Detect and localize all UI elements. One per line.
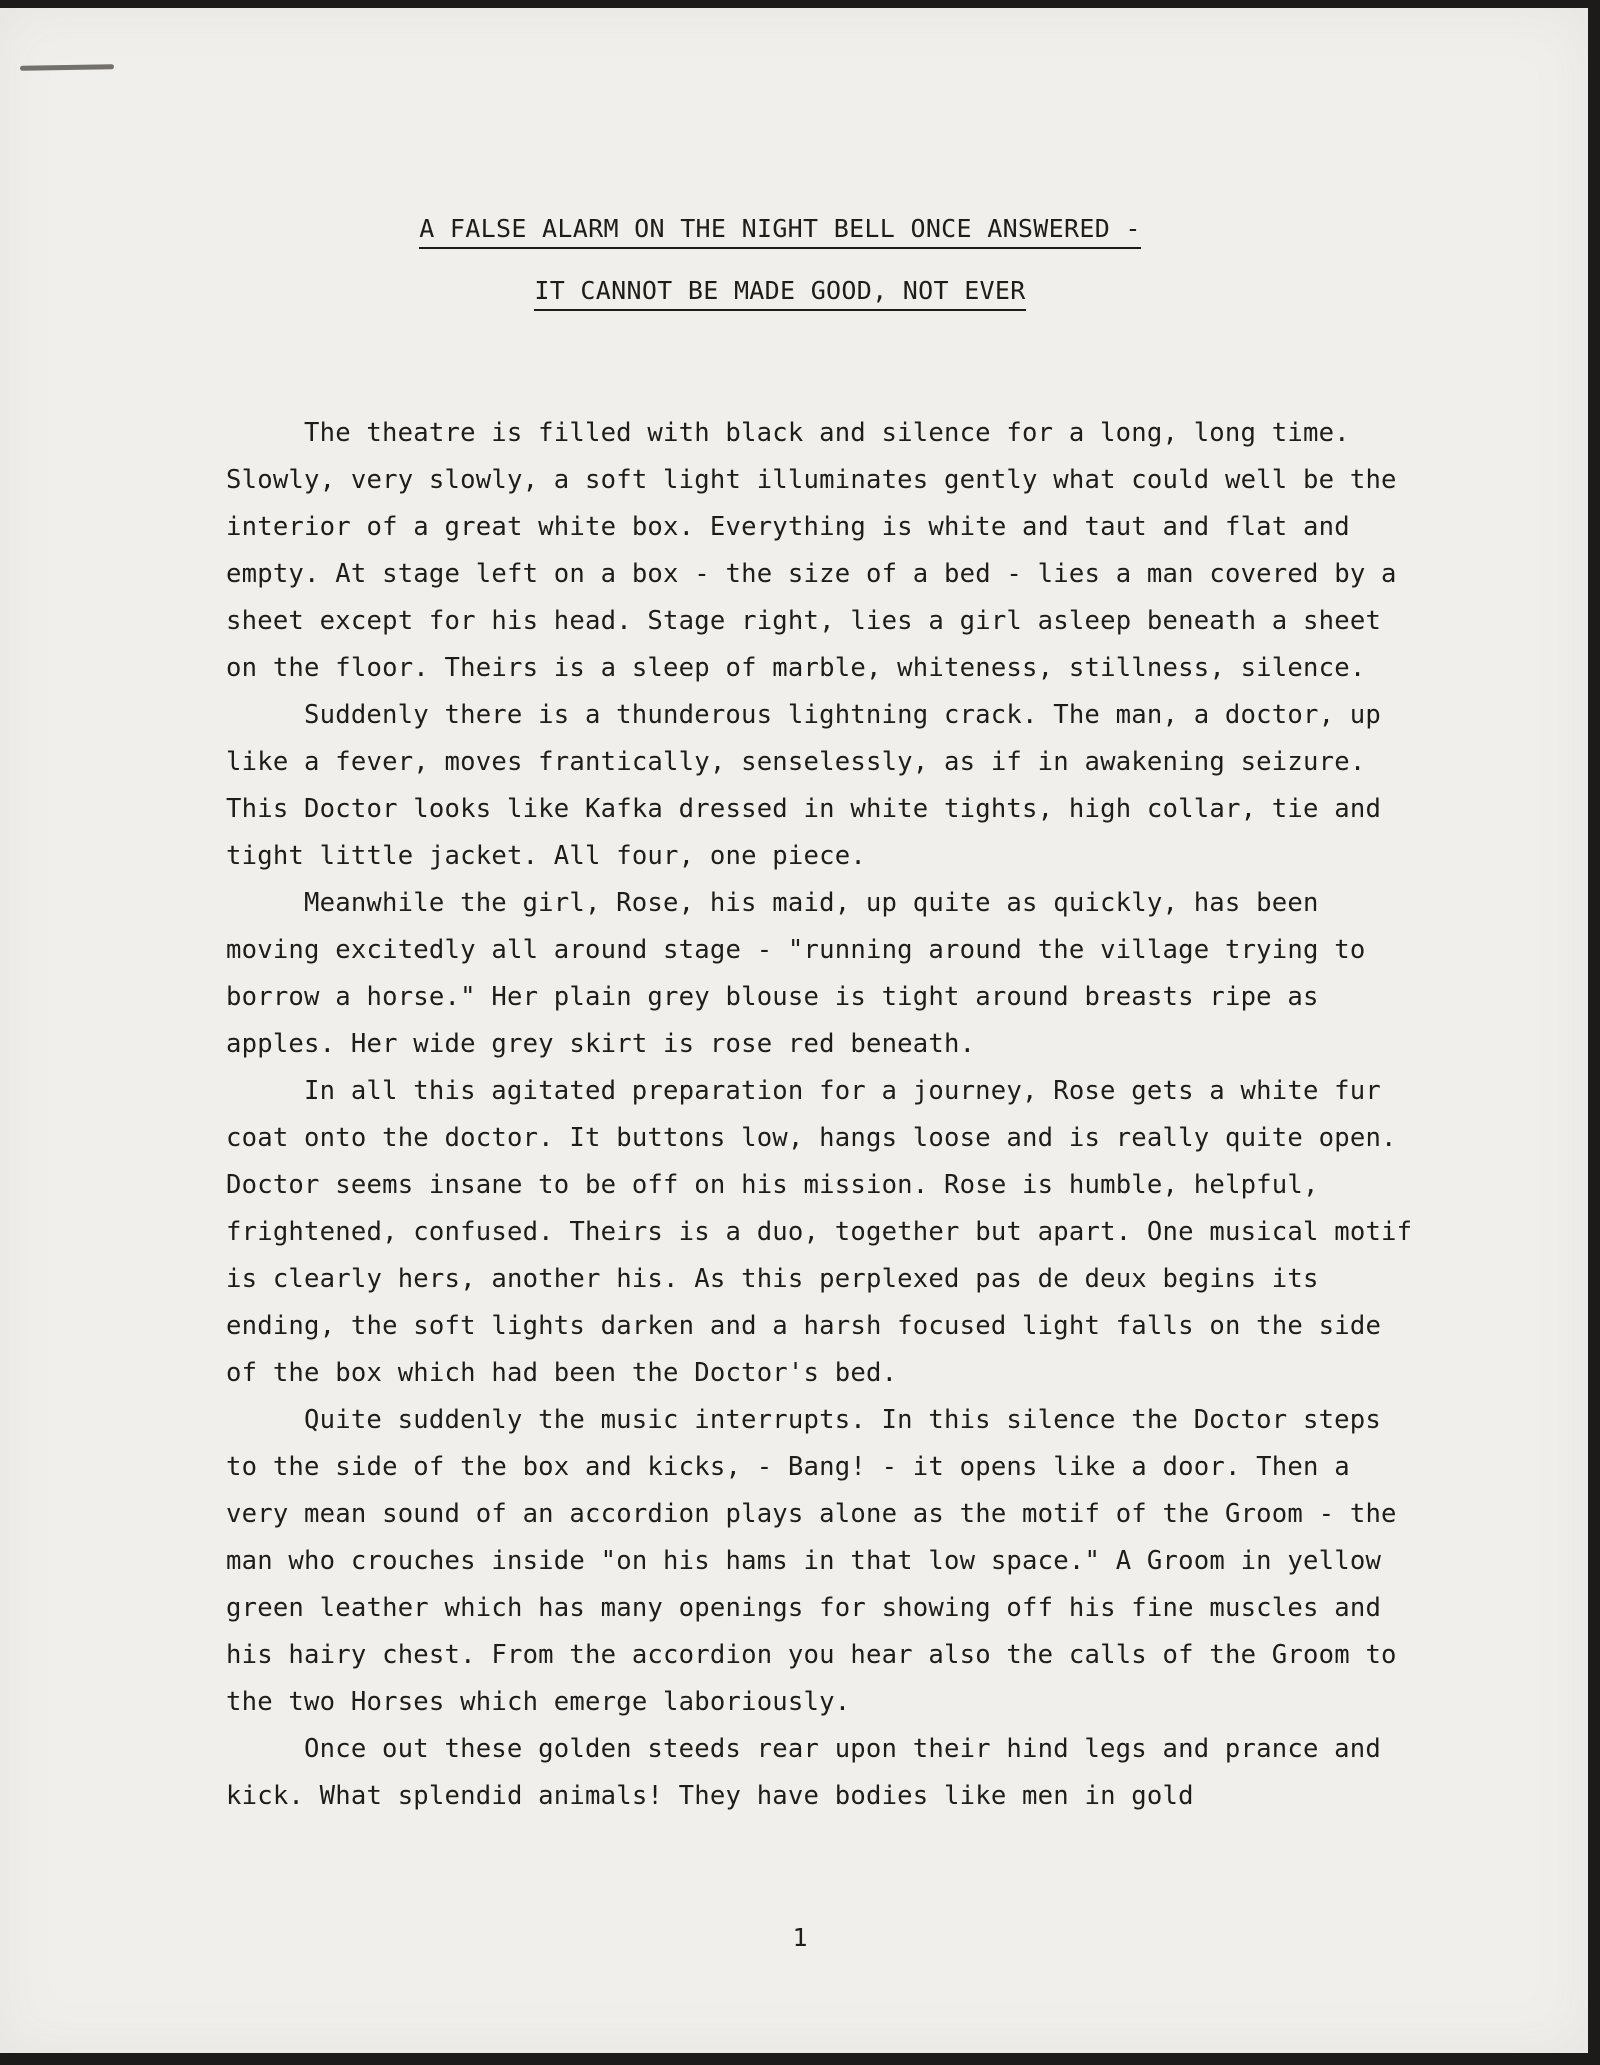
body-text (226, 410, 1426, 1820)
title-line-2 (0, 276, 1560, 305)
paragraph-2: Suddenly there is a thunderous lightning crack. The man, a doctor, up like a fever, moves frantically, senselessly, as if in awakening seizure. This Doctor looks like Kafka dressed in white tights, high collar, tie and tight little jacket. All four, one piece. (226, 700, 1382, 871)
paragraph-4: In all this agitated preparation for a journey, Rose gets a white fur coat onto the doctor. It buttons low, hangs loose and is really quite open. Doctor seems insane to be off on his mission. Rose is humble, helpful, frightened, confused. Theirs is a duo, together but apart. One musical motif is clearly hers, another his. As this perplexed pas de deux begins its ending, the soft lights darken and a harsh focused light falls on the side of the box which had been the Doctor's bed. (226, 1076, 1413, 1388)
staple-mark (20, 64, 114, 71)
title-line-1 (0, 214, 1560, 243)
paragraph-1: The theatre is filled with black and silence for a long, long time. Slowly, very slowly, a soft light illuminates gently what could well be the interior of a great white box. Everything is white and taut and flat and empty. At stage left on a box - the size of a bed - lies a man covered by a sheet except for his head. Stage right, lies a girl asleep beneath a sheet on the floor. Theirs is a sleep of marble, whiteness, stillness, silence. (226, 418, 1397, 683)
title-line-1-text: A FALSE ALARM ON THE NIGHT BELL ONCE ANSWERED - (419, 214, 1141, 249)
title-line-2-text: IT CANNOT BE MADE GOOD, NOT EVER (534, 276, 1025, 311)
paragraph-5: Quite suddenly the music interrupts. In this silence the Doctor steps to the side of the box and kicks, - Bang! - it opens like a door. Then a very mean sound of an accordion plays alone as the motif of the Groom - the man who crouches inside "on his hams in that low space." A Groom in yellow green leather which has many openings for showing off his fine muscles and his hairy chest. From the accordion you hear also the calls of the Groom to the two Horses which emerge laboriously. (226, 1405, 1397, 1717)
page-number: 1 (792, 1923, 808, 1952)
paragraph-6: Once out these golden steeds rear upon their hind legs and prance and kick. What splendid animals! They have bodies like men in gold (226, 1734, 1382, 1811)
document-page (0, 8, 1588, 2053)
paragraph-3: Meanwhile the girl, Rose, his maid, up quite as quickly, has been moving excitedly all around stage - "running around the village trying to borrow a horse." Her plain grey blouse is tight around breasts ripe as apples. Her wide grey skirt is rose red beneath. (226, 888, 1366, 1059)
